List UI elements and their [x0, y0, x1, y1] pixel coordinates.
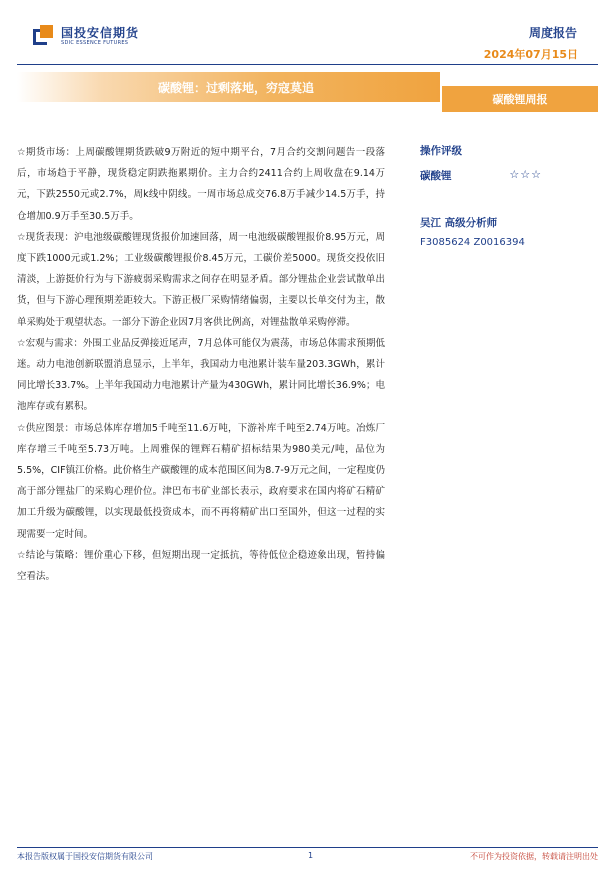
report-category-tag: 碳酸锂周报: [442, 86, 598, 112]
logo-chinese-name: 国投安信期货: [61, 25, 140, 40]
rating-heading: 操作评级: [420, 145, 462, 157]
footer-disclaimer: 不可作为投资依据，转载请注明出处: [470, 852, 598, 861]
paragraph-conclusion: ☆结论与策略：锂价重心下移，但短期出现一定抵抗，等待低位企稳迹象出现，暂持偏空看法。: [17, 549, 385, 583]
report-date: 2024年07月15日: [483, 48, 578, 61]
analyst-name: 吴江 高级分析师: [420, 217, 498, 229]
paragraph-spot-performance: ☆现货表现：沪电池级碳酸锂现货报价加速回落，周一电池级碳酸锂报价8.95万元，周度下跌1000元或1.2%；工业级碳酸锂报价8.45万元，工碳价差5000。现货交投依旧清淡，上游挺价行为与下游疲弱采购需求之间存在明显矛盾。部分锂盐企业尝试散单出货，但与下游心理预期差距较大。下游正极厂采购情绪偏弱，主要以长单交付为主，散单采购处于观望状态。一部分下游企业因7月客供比例高，对锂盐散单采购停滞。: [17, 231, 385, 328]
paragraph-supply: ☆供应图景：市场总体库存增加5千吨至11.6万吨，下游补库千吨至2.74万吨。冶炼厂库存增三千吨至5.73万吨。上周雅保的锂辉石精矿招标结果为980美元/吨，品位为5.5%，CIF镇江价格。此价格生产碳酸锂的成本范围区间为8.7-9万元之间，一定程度仍高于部分锂盐厂的采购心理价位。津巴布韦矿业部长表示，政府要求在国内将矿石精矿加工升级为碳酸锂，以实现最低投资成本，而不再将精矿出口至国外，但这一过程的实现需要一定时间。: [17, 422, 385, 540]
footer-copyright: 本报告版权属于国投安信期货有限公司: [17, 852, 153, 861]
report-body: [17, 142, 385, 587]
analyst-license-ids: F3085624 Z0016394: [420, 237, 525, 248]
page-number: 1: [308, 851, 314, 860]
logo-english-name: SDIC ESSENCE FUTURES: [61, 39, 129, 46]
paragraph-macro-demand: ☆宏观与需求：外围工业品反弹接近尾声，7月总体可能仅为震荡，市场总体需求预期低迷。动力电池创新联盟消息显示，上半年，我国动力电池累计装车量203.3GWh，累计同比增长33.7%。上半年我国动力电池累计产量为430GWh，累计同比增长36.9%；电池库存或有累积。: [17, 337, 385, 413]
header-divider: [17, 64, 598, 65]
rating-row: [420, 168, 542, 183]
rating-stars-icon: ☆☆☆: [509, 168, 542, 181]
logo-mark-icon: [33, 25, 55, 47]
company-logo: [33, 25, 139, 47]
report-title: 碳酸锂：过剩落地，穷寇莫追: [158, 81, 315, 95]
footer-divider: [17, 847, 598, 848]
paragraph-futures-market: ☆期货市场：上周碳酸锂期货跌破9万附近的短中期平台，7月合约交割问题告一段落后，市场趋于平静，现货稳定阴跌拖累期价。主力合约2411合约上周收盘在9.14万元，下跌2550元或2.7%，周k线中阴线。一周市场总成交76.8万手减少14.5万手，持仓增加0.9万手至30.5万手。: [17, 147, 385, 222]
sidebar: [420, 143, 600, 248]
rating-label: 碳酸锂: [420, 170, 452, 182]
report-type: 周度报告: [528, 26, 577, 40]
